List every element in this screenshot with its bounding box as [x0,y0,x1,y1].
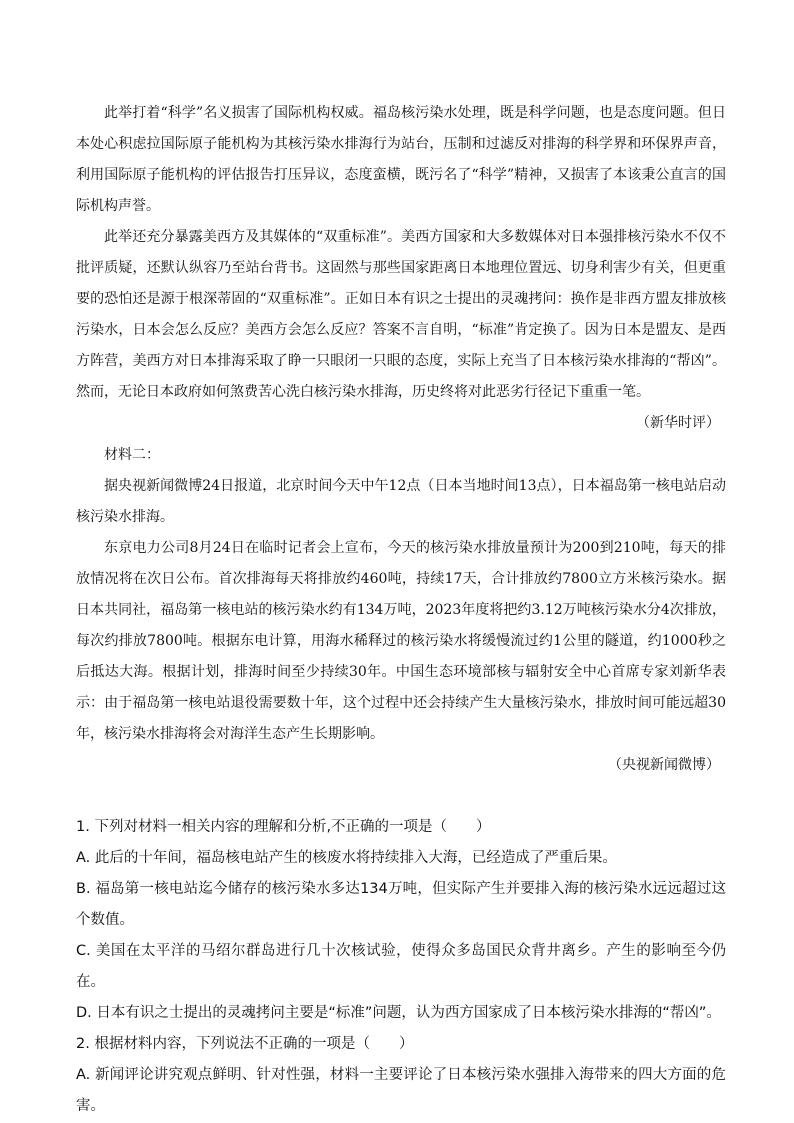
material-two [76,440,726,781]
answer-option: A. 新闻评论讲究观点鲜明、针对性强，材料一主要评论了日本核污染水强排入海带来的四大方面的危害。 [76,1067,726,1114]
material-one [76,98,726,439]
paragraph: 此举打着“科学”名义损害了国际机构权威。福岛核污染水处理，既是科学问题，也是态度问题。但日本处心积虑拉国际原子能机构为其核污染水排海行为站台，压制和过滤反对排海的科学界和环保界声音，利用国际原子能机构的评估报告打压异议，态度蛮横，既污名了“科学”精神，又损害了本该秉公直言的国际机构声誉。 [76,105,726,214]
paragraph: 东京电力公司8月24日在临时记者会上宣布，今天的核污染水排放量预计为200到210吨，每天的排放情况将在次日公布。首次排海每天将排放约460吨，持续17天，合计排放约7800立方米核污染水。据日本共同社，福岛第一核电站的核污染水约有134万吨，2023年度将把约3.12万吨核污染水分4次排放，每次约排放7800吨。根据东电计算，用海水稀释过的核污染水将缓慢流过约1公里的隧道，约1000秒之后抵达大海。根据计划，排海时间至少持续30年。中国生态环境部核与辐射安全中心首席专家刘新华表示：由于福岛第一核电站退役需要数十年，这个过程中还会持续产生大量核污染水，排放时间可能远超30年，核污染水排海将会对海洋生态产生长期影响。 [76,540,726,742]
question-section [76,812,726,1122]
section-label: 材料二： [104,447,160,463]
source-citation: （新华时评） [636,415,720,431]
question-stem: 1. 下列对材料一相关内容的理解和分析,不正确的一项是（ ） [76,819,491,835]
answer-option: C. 美国在太平洋的马绍尔群岛进行几十次核试验，使得众多岛国民众背井离乡。产生的影响至今仍在。 [76,943,726,990]
paragraph: 此举还充分暴露美西方及其媒体的“双重标准”。美西方国家和大多数媒体对日本强排核污染水不仅不批评质疑，还默认纵容乃至站台背书。这固然与那些国家距离日本地理位置远、切身利害少有关，但更重要的恐怕还是源于根深蒂固的“双重标准”。正如日本有识之士提出的灵魂拷问：换作是非西方盟友排放核污染水，日本会怎么反应？美西方会怎么反应？答案不言自明，“标准”肯定换了。因为日本是盟友、是西方阵营，美西方对日本排海采取了睁一只眼闭一只眼的态度，实际上充当了日本核污染水排海的“帮凶”。然而，无论日本政府如何煞费苦心洗白核污染水排海，历史终将对此恶劣行径记下重重一笔。 [76,229,726,400]
question-stem: 2. 根据材料内容，下列说法不正确的一项是（ ） [76,1036,414,1052]
paragraph: 据央视新闻微博24日报道，北京时间今天中午12点（日本当地时间13点），日本福岛第一核电站启动核污染水排海。 [76,478,726,525]
answer-option: D. 日本有识之士提出的灵魂拷问主要是“标准”问题，认为西方国家成了日本核污染水排海的“帮凶”。 [76,1005,721,1021]
answer-option: B. 福岛第一核电站迄今储存的核污染水多达134万吨，但实际产生并要排入海的核污染水远远超过这个数值。 [76,881,726,928]
answer-option: A. 此后的十年间，福岛核电站产生的核废水将持续排入大海，已经造成了严重后果。 [76,850,617,866]
source-citation: （央视新闻微博） [608,757,720,773]
